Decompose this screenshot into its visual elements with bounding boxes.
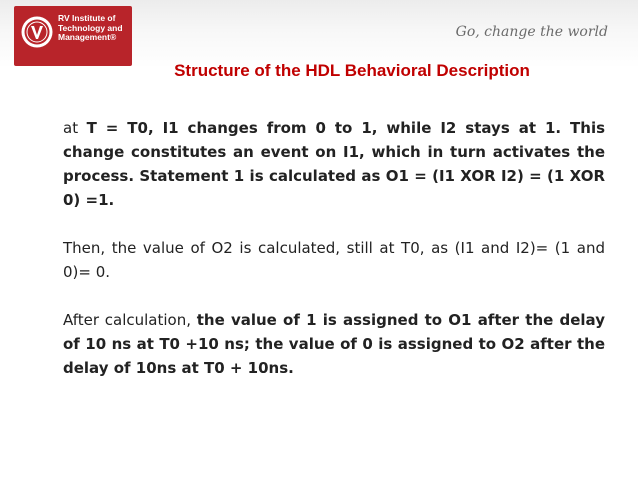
logo-line-1: RV Institute of	[58, 13, 116, 23]
paragraph-3	[63, 308, 605, 380]
logo-line-3: Management®	[58, 32, 117, 42]
paragraph-1-run-1: at	[63, 119, 87, 137]
slide-title: Structure of the HDL Behavioral Description	[174, 61, 530, 80]
slide-body	[63, 116, 605, 380]
paragraph-3-run-2: the value of 1 is assigned to O1 after the delay of 10 ns at T0 +10 ns; the value of 0 is assigned to O2 after the delay of 10ns at T0 + 10ns.	[63, 311, 605, 377]
paragraph-1-run-2: T = T0, I1 changes from 0 to 1, while I2 stays at 1. This change constitutes an event on I1, which in turn activates the process. Statement 1 is calculated as O1 = (I1 XOR I2) = (1 XOR 0) =1.	[63, 119, 606, 209]
logo-line-2: Technology and	[58, 22, 123, 33]
rv-emblem-icon	[20, 15, 54, 49]
header-bar	[0, 0, 638, 68]
logo-text	[58, 14, 130, 43]
paragraph-2-run-1: Then, the value of O2 is calculated, still at T0, as (I1 and I2)= (1 and 0)= 0.	[63, 239, 605, 281]
institute-logo	[14, 6, 132, 66]
paragraph-1	[63, 116, 605, 212]
paragraph-2	[63, 236, 605, 284]
paragraph-3-run-1: After calculation,	[63, 311, 197, 329]
tagline: Go, change the world	[455, 24, 608, 40]
